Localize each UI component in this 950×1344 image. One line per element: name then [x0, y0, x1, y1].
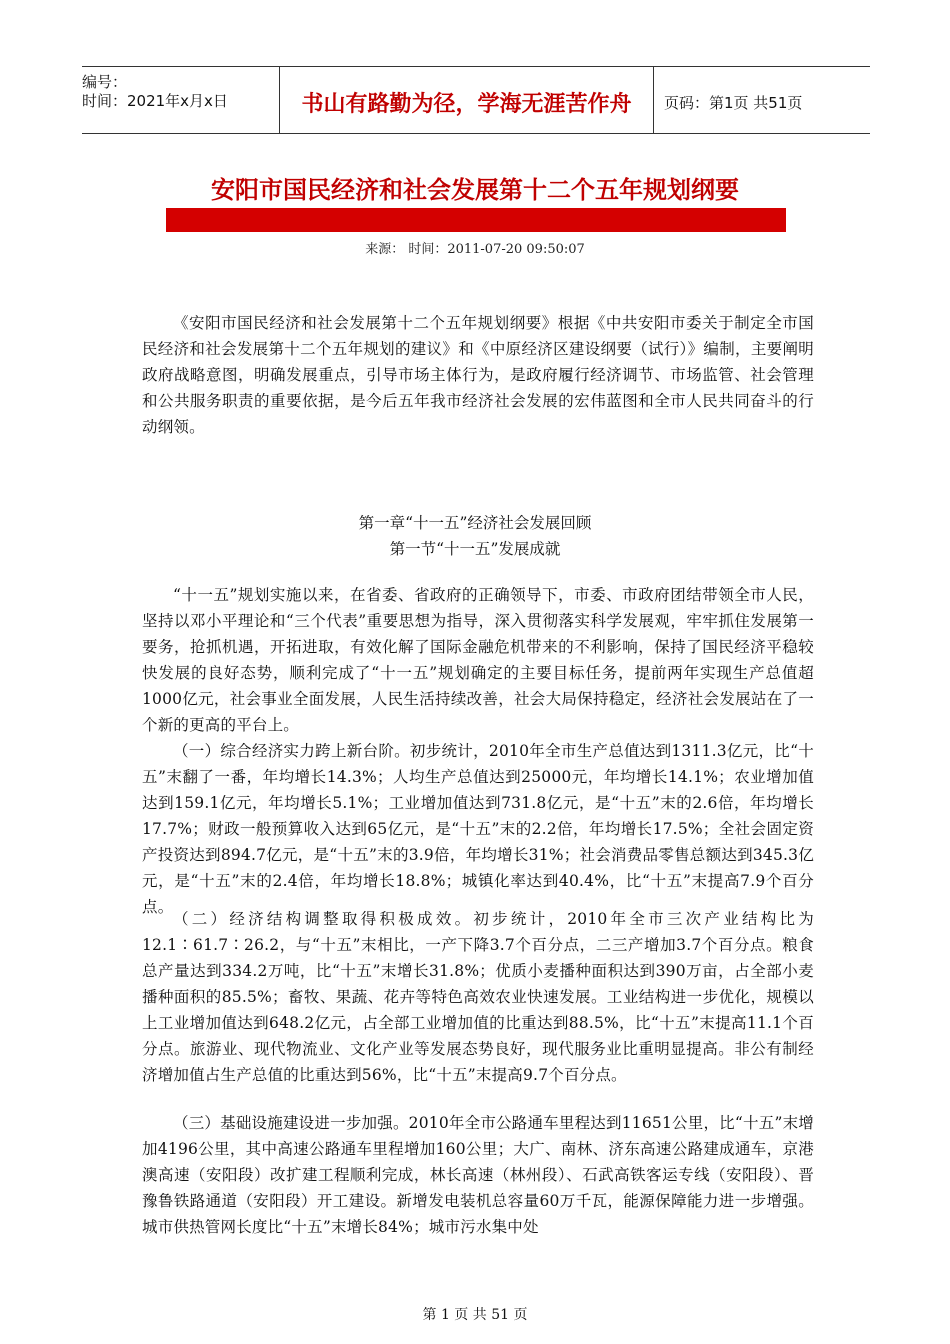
page-info: 页码：第1页 共51页	[664, 93, 803, 112]
time-label: 时间：2021年x月x日	[82, 92, 228, 110]
source-time-line: 来源： 时间：2011-07-20 09:50:07	[365, 242, 585, 257]
paragraph-overview: “十一五”规划实施以来，在省委、省政府的正确领导下，市委、市政府团结带领全市人民，坚持以邓小平理论和“三个代表”重要思想为指导，深入贯彻落实科学发展观，牢牢抓住发展第一要务，抢抓机遇，开拓进取，有效化解了国际金融危机带来的不利影响，保持了国民经济平稳较快发展的良好态势，顺利完成了“十一五”规划确定的主要目标任务，提前两年实现生产总值超1000亿元，社会事业全面发展，人民生活持续改善，社会大局保持稳定，经济社会发展站在了一个新的更高的平台上。	[142, 586, 814, 734]
motto: 书山有路勤为径，学海无涯苦作舟	[280, 67, 654, 133]
page-footer: 第 1 页 共 51 页	[422, 1307, 528, 1323]
page-header-table	[82, 66, 870, 134]
title-red-bar	[166, 208, 786, 232]
section-title: 第一节“十一五”发展成就	[389, 540, 561, 558]
paragraph-infrastructure: （三）基础设施建设进一步加强。2010年全市公路通车里程达到11651公里，比“十五”末增加4196公里，其中高速公路通车里程增加160公里；大广、南林、济东高速公路建成通车，京港澳高速（安阳段）改扩建工程顺利完成，林长高速（林州段）、石武高铁客运专线（安阳段）、晋豫鲁铁路通道（安阳段）开工建设。新增发电装机总容量60万千瓦，能源保障能力进一步增强。城市供热管网长度比“十五”末增长84%；城市污水集中处	[142, 1114, 814, 1236]
intro-paragraph: 《安阳市国民经济和社会发展第十二个五年规划纲要》根据《中共安阳市委关于制定全市国民经济和社会发展第十二个五年规划的建议》和《中原经济区建设纲要（试行）》编制，主要阐明政府战略意图，明确发展重点，引导市场主体行为，是政府履行经济调节、市场监管、社会管理和公共服务职责的重要依据，是今后五年我市经济社会发展的宏伟蓝图和全市人民共同奋斗的行动纲领。	[142, 314, 814, 436]
paragraph-structure-adjustment: （二）经济结构调整取得积极成效。初步统计，2010年全市三次产业结构比为12.1∶61.7∶26.2，与“十五”末相比，一产下降3.7个百分点，二三产增加3.7个百分点。粮食总产量达到334.2万吨，比“十五”末增长31.8%；优质小麦播种面积达到390万亩，占全部小麦播种面积的85.5%；畜牧、果蔬、花卉等特色高效农业快速发展。工业结构进一步优化，规模以上工业增加值达到648.2亿元，占全部工业增加值的比重达到88.5%，比“十五”末提高11.1个百分点。旅游业、现代物流业、文化产业等发展态势良好，现代服务业比重明显提高。非公有制经济增加值占生产总值的比重达到56%，比“十五”末提高9.7个百分点。	[142, 910, 814, 1084]
header-meta-cell	[82, 67, 280, 133]
document-title: 安阳市国民经济和社会发展第十二个五年规划纲要	[211, 176, 739, 204]
paragraph-economic-strength: （一）综合经济实力跨上新台阶。初步统计，2010年全市生产总值达到1311.3亿元，比“十五”末翻了一番，年均增长14.3%；人均生产总值达到25000元，年均增长14.1%；农业增加值达到159.1亿元，年均增长5.1%；工业增加值达到731.8亿元，是“十五”末的2.6倍，年均增长17.7%；财政一般预算收入达到65亿元，是“十五”末的2.2倍，年均增长17.5%；全社会固定资产投资达到894.7亿元，是“十五”末的3.9倍，年均增长31%；社会消费品零售总额达到345.3亿元，是“十五”末的2.4倍，年均增长18.8%；城镇化率达到40.4%，比“十五”末提高7.9个百分点。	[142, 742, 814, 916]
chapter-title: 第一章“十一五”经济社会发展回顾	[358, 514, 592, 532]
number-label: 编号：	[82, 73, 128, 91]
